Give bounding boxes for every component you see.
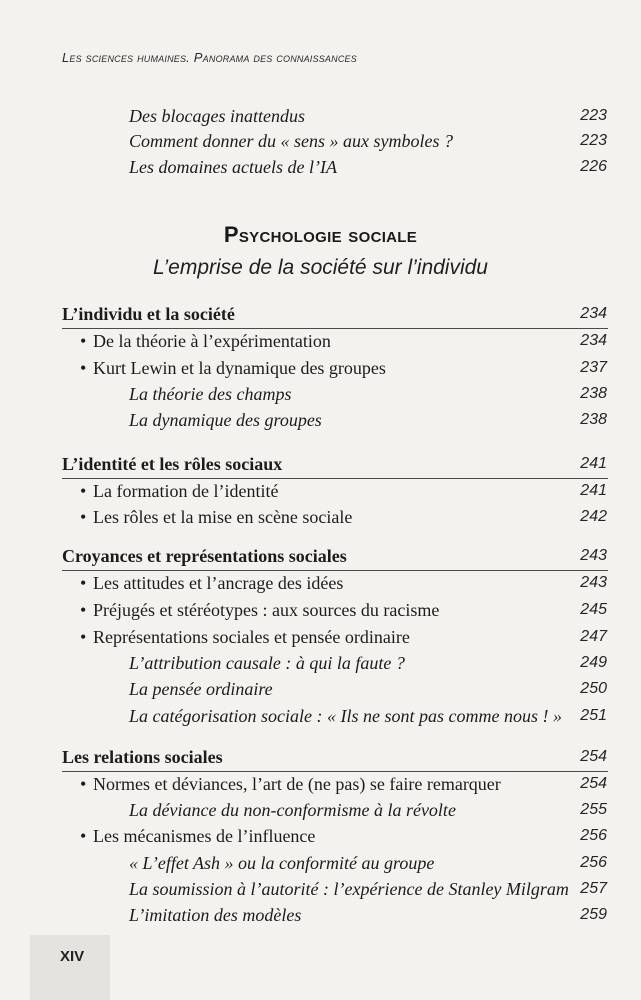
toc-entry-label: Les domaines actuels de l’IA — [129, 157, 337, 177]
toc-entry-page: 242 — [580, 508, 607, 525]
toc-entry-label: « L’effet Ash » ou la conformité au groupe — [129, 853, 435, 873]
toc-entry[interactable] — [0, 355, 641, 381]
toc-entry-label: L’imitation des modèles — [129, 905, 302, 925]
toc-entry[interactable] — [0, 902, 641, 928]
toc-entry-page: 241 — [580, 482, 607, 499]
toc-entry[interactable] — [0, 650, 641, 676]
toc-entry-page: 249 — [580, 654, 607, 671]
toc-entry-page: 257 — [580, 880, 607, 897]
toc-entry-label: Préjugés et stéréotypes : aux sources du racisme — [93, 600, 440, 620]
toc-entry-label: La pensée ordinaire — [129, 679, 273, 699]
running-header: Les sciences humaines. Panorama des connaissances — [62, 50, 357, 65]
toc-entry[interactable] — [0, 771, 641, 797]
bullet-icon: • — [80, 600, 87, 620]
toc-entry[interactable] — [0, 850, 641, 876]
toc-entry-label: La théorie des champs — [129, 384, 292, 404]
bullet-icon: • — [80, 358, 87, 378]
toc-entry-label: La catégorisation sociale : « Ils ne sont pas comme nous ! » — [129, 706, 562, 726]
toc-section[interactable] — [0, 543, 641, 569]
toc-entry-label: Des blocages inattendus — [129, 106, 305, 126]
toc-entry-page: 238 — [580, 411, 607, 428]
section-page: 234 — [580, 305, 607, 322]
toc-entry-label: La soumission à l’autorité : l’expérience de Stanley Milgram — [129, 879, 569, 899]
toc-section[interactable] — [0, 744, 641, 770]
toc-entry-label: Normes et déviances, l’art de (ne pas) se faire remarquer — [93, 774, 501, 794]
bullet-icon: • — [80, 331, 87, 351]
toc-entry-label: La formation de l’identité — [93, 481, 279, 501]
toc-entry[interactable] — [0, 797, 641, 823]
bullet-icon: • — [80, 627, 87, 647]
section-title: L’identité et les rôles sociaux — [62, 454, 283, 474]
toc-entry-page: 237 — [580, 359, 607, 376]
toc-entry[interactable] — [0, 328, 641, 354]
page-number-tab — [30, 935, 110, 1000]
toc-section[interactable] — [0, 451, 641, 477]
toc-entry-page: 245 — [580, 601, 607, 618]
toc-entry-page: 247 — [580, 628, 607, 645]
toc-entry[interactable] — [0, 597, 641, 623]
toc-entry-label: Les rôles et la mise en scène sociale — [93, 507, 353, 527]
toc-entry[interactable] — [0, 407, 641, 433]
toc-entry-page: 254 — [580, 775, 607, 792]
chapter-title: Psychologie sociale — [223, 222, 418, 247]
section-title: Les relations sociales — [62, 747, 223, 767]
toc-entry-page: 234 — [580, 332, 607, 349]
toc-entry-label: La dynamique des groupes — [129, 410, 322, 430]
toc-entry[interactable] — [0, 381, 641, 407]
toc-entry-label: Kurt Lewin et la dynamique des groupes — [93, 358, 386, 378]
bullet-icon: • — [80, 774, 87, 794]
toc-entry-label: De la théorie à l’expérimentation — [93, 331, 331, 351]
toc-entry[interactable] — [0, 103, 641, 129]
bullet-icon: • — [80, 826, 87, 846]
toc-entry-label: Les attitudes et l’ancrage des idées — [93, 573, 344, 593]
toc-entry-label: Comment donner du « sens » aux symboles ? — [129, 131, 453, 151]
section-title: Croyances et représentations sociales — [62, 546, 347, 566]
toc-entry[interactable] — [0, 128, 641, 154]
toc-entry-label: La déviance du non-conformisme à la révolte — [129, 800, 456, 820]
toc-entry[interactable] — [0, 676, 641, 702]
toc-entry-page: 256 — [580, 827, 607, 844]
toc-entry[interactable] — [0, 154, 641, 180]
toc-entry-label: L’attribution causale : à qui la faute ? — [129, 653, 405, 673]
toc-entry-page: 223 — [580, 132, 607, 149]
toc-entry[interactable] — [0, 570, 641, 596]
toc-entry[interactable] — [0, 624, 641, 650]
toc-entry[interactable] — [0, 823, 641, 849]
toc-entry-page: 256 — [580, 854, 607, 871]
toc-entry-page: 223 — [580, 107, 607, 124]
section-page: 243 — [580, 547, 607, 564]
toc-entry-label: Les mécanismes de l’influence — [93, 826, 316, 846]
toc-entry[interactable] — [0, 504, 641, 530]
toc-entry[interactable] — [0, 478, 641, 504]
bullet-icon: • — [80, 507, 87, 527]
toc-entry-label: Représentations sociales et pensée ordinaire — [93, 627, 410, 647]
section-page: 254 — [580, 748, 607, 765]
bullet-icon: • — [80, 481, 87, 501]
chapter-subtitle: L’emprise de la société sur l’individu — [152, 256, 488, 279]
section-page: 241 — [580, 455, 607, 472]
page-number: XIV — [60, 948, 85, 965]
toc-entry-page: 250 — [580, 680, 607, 697]
toc-entry-page: 238 — [580, 385, 607, 402]
section-title: L’individu et la société — [62, 304, 235, 324]
toc-entry[interactable] — [0, 876, 641, 902]
toc-entry[interactable] — [0, 703, 641, 729]
toc-entry-page: 255 — [580, 801, 607, 818]
toc-entry-page: 251 — [580, 707, 607, 724]
toc-entry-page: 226 — [580, 158, 607, 175]
toc-entry-page: 259 — [580, 906, 607, 923]
toc-entry-page: 243 — [580, 574, 607, 591]
toc-section[interactable] — [0, 301, 641, 327]
bullet-icon: • — [80, 573, 87, 593]
